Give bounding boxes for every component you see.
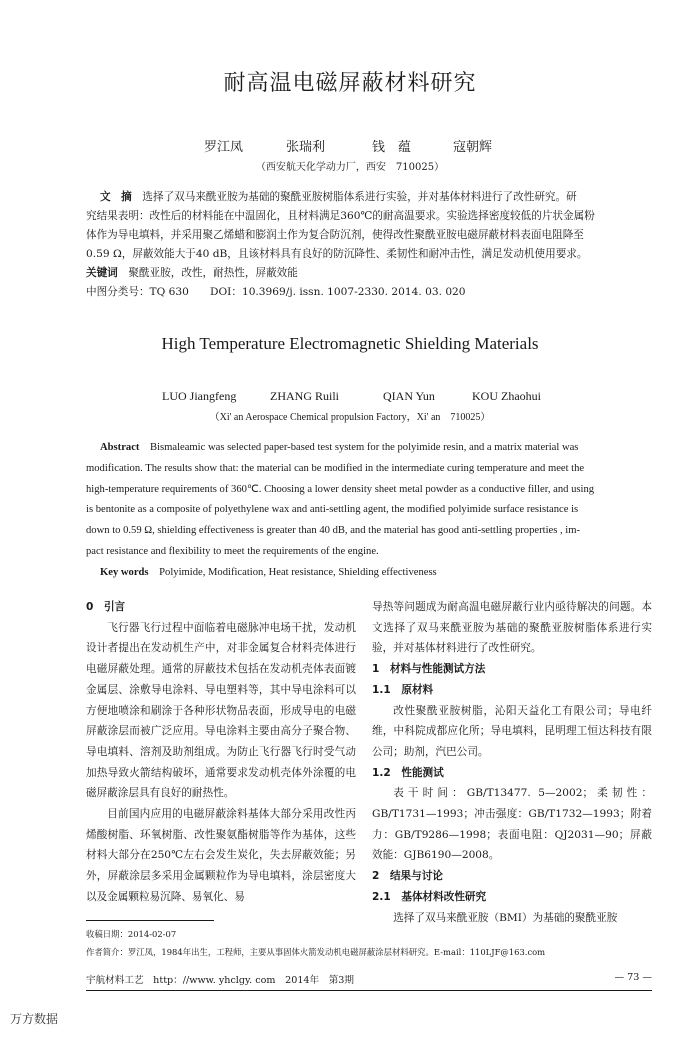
keywords-en-label: Key words [100,566,149,578]
abstract-cn-line: 0.59 Ω，屏蔽效能大于40 dB，且该材料具有良好的防沉降性、柔韧性和耐冲击性，满足发动机使用要求。 [86,248,588,260]
abstract-en [86,438,652,584]
classification: 中图分类号：TQ 630 [86,286,189,298]
classification-row [86,283,652,302]
body-paragraph: 改性聚酰亚胺树脂，沁阳天益化工有限公司；导电纤维，中科院成都应化所；导电填料，昆明理工恒达科技有限公司；助剂，汽巴公司。 [372,704,652,758]
abstract-en-line: down to 0.59 Ω, shielding effectiveness is greater than 40 dB, and the material has good anti-settling properties , im- [86,525,580,537]
footer-journal: 宇航材料工艺 http：//www. yhclgy. com 2014年 第3期 [86,975,354,986]
abstract-en-label: Abstract [100,442,140,453]
abstract-en-line: Abstract Bismaleamic was selected paper-based test system for the polyimide resin, and a matrix material was [100,442,579,453]
keywords-en [86,563,652,584]
author-cn-2: 张瑞利 [286,140,326,155]
abstract-en-line: pact resistance and flexibility to meet the requirements of the engine. [86,545,379,557]
author-en-4: KOU Zhaohui [472,389,541,403]
subsection-heading: 1.2 性能测试 [372,766,444,779]
subsection-heading: 1.1 原材料 [372,683,434,696]
page-number: — 73 — [614,972,652,983]
authors-cn [0,136,700,154]
author-en-1: LUO Jiangfeng [162,389,237,403]
section-heading: 0 引言 [86,601,126,613]
title-cn: 耐高温电磁屏蔽材料研究 [223,71,477,96]
title-en: High Temperature Electromagnetic Shielding Materials [161,334,539,353]
footnote-author-bio: 作者简介：罗江凤，1984年出生，工程师，主要从事固体火箭发动机电磁屏蔽涂层材料研究。E-mail：110LJF@163.com [86,947,546,957]
keywords-cn [86,264,652,283]
authors-en [0,389,700,405]
section-heading: 2 结果与讨论 [372,870,443,883]
footnote-rule [86,920,214,921]
body-paragraph: 导热等问题成为耐高温电磁屏蔽行业内亟待解决的问题。本文选择了双马来酰亚胺为基础的聚酰亚胺树脂体系进行实验，并对基体材料进行了改性研究。 [372,601,652,655]
footer-rule [86,990,652,991]
author-cn-3: 钱 蕴 [372,140,412,155]
abstract-en-line: modification. The results show that: the material can be modified in the intermediate curing temperature and meet the [86,462,585,474]
abstract-en-line: high-temperature requirements of 360℃. Choosing a lower density sheet metal powder as a conductive filler, and using [86,483,595,495]
author-cn-4: 寇朝辉 [453,140,493,155]
abstract-cn-line: 体作为导电填料，并采用聚乙烯蜡和膨润土作为复合防沉剂，使得改性聚酰亚胺电磁屏蔽材料表面电阻降至 [86,229,584,241]
affiliation-en: （Xi' an Aerospace Chemical propulsion Factory，Xi' an 710025） [209,412,491,423]
keywords-en-text: Polyimide, Modification, Heat resistance, Shielding effectiveness [159,566,437,578]
abstract-cn-label: 文 摘 [100,191,132,203]
body-paragraph: 选择了双马来酰亚胺（BMI）为基础的聚酰亚胺 [393,911,618,924]
keywords-cn-text: 聚酰亚胺，改性，耐热性，屏蔽效能 [128,267,298,279]
watermark: 万方数据 [10,1012,59,1026]
body-paragraph: 飞行器飞行过程中面临着电磁脉冲电场干扰，发动机设计者提出在发动机生产中，对非金属复合材料壳体进行电磁屏蔽处理。通常的屏蔽技术包括在发动机壳体表面镀金属层、涂敷导电涂料、导电塑料等，其中导电涂料可以方便地喷涂和刷涂于各种形状物品表面，形成导电的电磁屏蔽涂层而被广泛应用。导电涂料主要由高分子聚合物、导电填料、溶剂及助剂组成。为防止飞行器飞行时受气动加热导致火箭结构破坏，通常要求发动机壳体外涂覆的电磁屏蔽涂层具有良好的耐热性。 [86,621,356,800]
subsection-heading: 2.1 基体材料改性研究 [372,890,487,903]
keywords-cn-label: 关键词 [86,267,118,279]
abstract-cn-line: 究结果表明：改性后的材料能在中温固化，且材料满足360℃的耐高温要求。实验选择密度较低的片状金属粉 [86,210,595,222]
abstract-cn [86,188,652,302]
author-en-3: QIAN Yun [383,389,435,403]
body-paragraph: 目前国内应用的电磁屏蔽涂料基体大部分采用改性丙烯酸树脂、环氧树脂、改性聚氨酯树脂等作为基体，这些材料大部分在250℃左右会发生炭化，失去屏蔽效能；另外，屏蔽涂层多采用金属颗粒作为导电填料，涂层密度大以及金属颗粒易沉降、易氧化、易 [86,808,356,903]
abstract-en-line: is bentonite as a composite of polyethylene wax and anti-settling agent, the modified polyimide surface resistance is [86,504,579,516]
body-paragraph: 表干时间：GB/T13477. 5—2002；柔韧性：GB/T1731—1993；冲击强度：GB/T1732—1993；附着力：GB/T9286—1998；表面电阻：QJ2031—90；屏蔽效能：GJB6190—2008。 [372,787,652,862]
affiliation-cn: （西安航天化学动力厂，西安 710025） [255,162,445,173]
right-column [372,597,652,928]
footnote-received: 收稿日期：2014-02-07 [86,929,177,939]
author-en-2: ZHANG Ruili [270,389,339,403]
left-column [86,597,356,908]
author-cn-1: 罗江凤 [204,140,244,155]
section-heading: 1 材料与性能测试方法 [372,663,486,676]
abstract-cn-line: 文 摘 选择了双马来酰亚胺为基础的聚酰亚胺树脂体系进行实验，并对基体材料进行了改性研究。研 [100,191,577,203]
doi: DOI：10.3969/j. issn. 1007-2330. 2014. 03. 020 [210,286,466,298]
